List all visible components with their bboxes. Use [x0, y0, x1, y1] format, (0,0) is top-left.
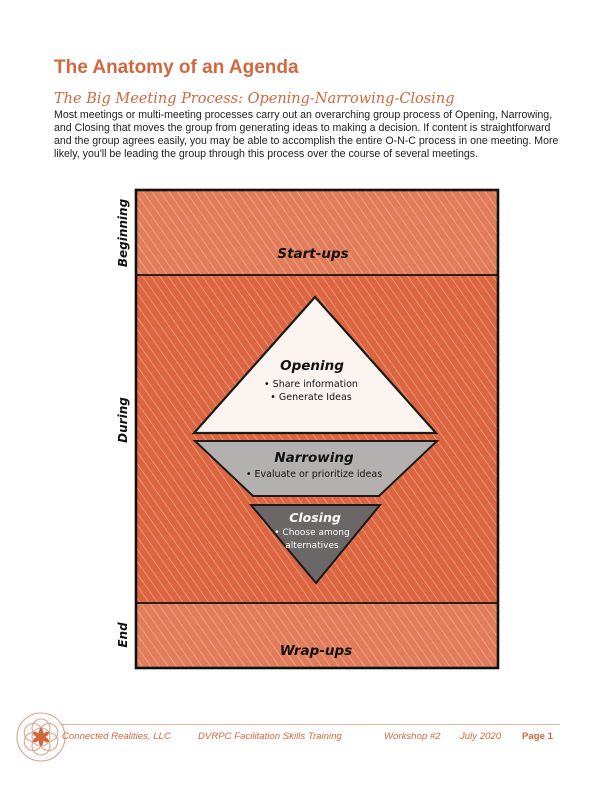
- opening-bullet-2: • Generate Ideas: [270, 392, 352, 403]
- opening-title: Opening: [280, 358, 344, 374]
- intro-paragraph: Most meetings or multi-meeting processes carry out an overarching group process of Opening, Narrowing, and Closing that moves the group from generating ideas to making a decision. If content is straightforward and the group agrees easily, you may be able to accomplish the entire O-N-C process in one meeting. More likely, you'll be leading the group through this process over the course of several meetings.: [54, 109, 559, 161]
- beginning-band: [136, 190, 498, 275]
- startups-label: Start-ups: [277, 246, 349, 262]
- page-title: The Anatomy of an Agenda: [54, 57, 299, 78]
- footer-workshop: Workshop #2: [384, 731, 441, 742]
- footer-org: Connected Realities, LLC: [62, 731, 171, 742]
- during-label: During: [116, 397, 130, 443]
- footer-date: July 2020: [460, 731, 502, 742]
- page-subtitle: The Big Meeting Process: Opening-Narrowing-Closing: [54, 91, 455, 107]
- closing-bullet-2: alternatives: [285, 541, 339, 551]
- closing-title: Closing: [289, 510, 341, 525]
- footer-page-number: Page 1: [522, 731, 553, 742]
- narrowing-bullet-1: • Evaluate or prioritize ideas: [245, 469, 383, 480]
- narrowing-title: Narrowing: [274, 450, 354, 466]
- footer-divider: [62, 724, 560, 725]
- closing-bullet-1: • Choose among: [274, 528, 350, 538]
- end-label: End: [116, 622, 130, 648]
- beginning-label: Beginning: [116, 198, 130, 268]
- footer-course: DVRPC Facilitation Skills Training: [198, 731, 342, 742]
- opening-bullet-1: • Share information: [264, 379, 358, 390]
- wrapups-label: Wrap-ups: [279, 643, 353, 659]
